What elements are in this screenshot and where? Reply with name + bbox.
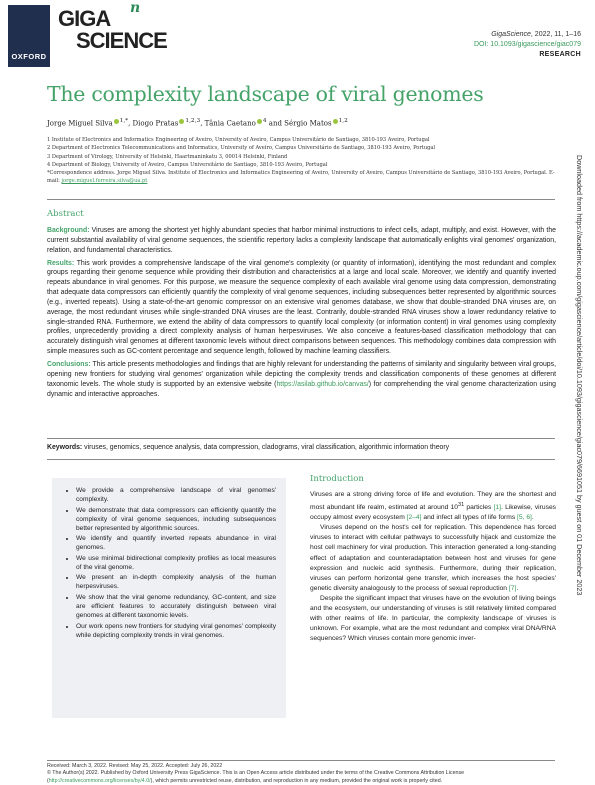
intro-text: .: [516, 584, 519, 592]
author-1-affil: 1,*: [119, 118, 129, 124]
canvas-website-link[interactable]: https://asilab.github.io/canvas/: [276, 380, 369, 388]
intro-text: .: [531, 514, 534, 522]
key-point: • We present an in-depth complexity analysis of the human herpesviruses.: [76, 573, 276, 591]
license-text: © The Author(s) 2022. Published by Oxford University Press GigaScience. This is an Open Access article distributed under the terms of the Creative Commons Attribution License (: [47, 770, 465, 784]
citation-link[interactable]: [5, 6]: [517, 514, 532, 522]
conclusions-label: Conclusions:: [47, 360, 91, 368]
journal-info: [474, 30, 581, 60]
keywords: [47, 444, 556, 451]
intro-text: Viruses depend on the host's cell for replication. This dependence has forced viruses to interact with cellular pathways to successfully hijack and customize the host cell machinery for viral production. This interaction generated a long-standing effect of adaptation and counteradaptation between host and viruses for gene expression and nucleic acid synthesis. Furthermore, during their replication, viruses can perform horizontal gene transfer, which increases the host species' genetic diversity analogously to the process of sexual reproduction: [310, 524, 556, 592]
author-2-affil: 1,2,3: [185, 118, 201, 124]
citation-journal: GigaScience: [491, 31, 531, 38]
affiliation-3: 3 Department of Virology, University of Helsinki, Haartmaninkatu 3, 00014 Helsinki, Finland: [47, 153, 288, 160]
key-point: • Our work opens new frontiers for studying viral genomes' complexity while depicting complexity trends in viral genomes.: [76, 622, 276, 640]
keywords-text: viruses, genomics, sequence analysis, data compression, cladograms, viral classification, algorithmic information theory: [82, 444, 450, 451]
citation-link[interactable]: [2–4]: [406, 514, 422, 522]
abstract-heading: Abstract: [47, 209, 84, 219]
conclusions-text-2: ) for comprehending the viral genome characterization using dynamic and interactive approaches.: [47, 380, 556, 398]
correspondence-email[interactable]: jorge.miguel.ferreira.silva@ua.pt: [61, 178, 148, 185]
author-1: Jorge Miguel Silva: [47, 119, 113, 128]
license-text: ), which permits unrestricted reuse, distribution, and reproduction in any medium, provided the original work is properly cited.: [150, 777, 443, 784]
doi-link[interactable]: DOI: 10.1093/gigascience/giac079: [473, 41, 581, 48]
intro-text: Viruses are a strong driving force of life and evolution. They are the shortest and most abundant life realm, estimated at around 10: [310, 491, 556, 512]
download-watermark: Downloaded from https://academic.oup.com/gigascience/article/doi/10.1093/gigascience/giac079/6691051 by guest on 01 December 2023: [575, 155, 584, 596]
citation-link[interactable]: [7]: [508, 584, 517, 592]
key-point: • We show that the viral genome redundancy, GC-content, and size are efficient features to accurately distinguish between viral genomes at different taxonomic levels.: [76, 593, 276, 620]
intro-paragraph-1: [310, 490, 556, 523]
article-type: RESEARCH: [539, 51, 581, 58]
affiliation-4: 4 Department of Biology, University of Aveiro, Campus Universitário de Santiago, 3810-193 Aveiro, Portugal: [47, 161, 328, 168]
divider: [47, 199, 555, 200]
author-4-affil: 1,2: [338, 118, 348, 124]
intro-superscript: 31: [457, 502, 465, 509]
license: [47, 770, 556, 785]
affiliations: [47, 136, 567, 186]
key-points-list: [62, 486, 276, 640]
orcid-icon[interactable]: [114, 119, 119, 124]
keywords-label: Keywords:: [47, 444, 83, 451]
affiliation-1: 1 Institute of Electronics and Informatics Engineering of Aveiro, University of Aveiro, Campus Universitário de Santiago, 3810-193 Aveiro, Portugal: [47, 137, 430, 143]
intro-text: particles: [464, 504, 494, 512]
background-text: Viruses are among the shortest yet highly abundant species that harbor minimal instructions to infect cells, adapt, multiply, and exist. However, with the current substantial availability of viral genome sequences, the scientific repertory lacks a complexity landscape that automatically enlights viral genomes' organization, relation, and fundamental characteristics.: [47, 227, 556, 254]
introduction-heading: Introduction: [310, 474, 364, 484]
logo-superscript: n: [130, 0, 141, 16]
citation-line: [474, 30, 581, 40]
correspondence: [47, 169, 567, 186]
orcid-icon[interactable]: [179, 119, 184, 124]
orcid-icon[interactable]: [257, 119, 262, 124]
conclusions-text-1: This article presents methodologies and findings that are highly relevant for understanding the patterns of similarity and singularity between viral groups, opening new frontiers for studying viral genomes' organization while depicting the complexity trends and classification components of these genomes at different taxonomic levels. The whole study is supported by an extensive website (: [47, 360, 556, 388]
logo-giga-text: GIGA: [58, 6, 111, 31]
intro-paragraph-3: Despite the significant impact that viruses have on the evolution of living beings and the ecosystem, our understanding of viruses is still relatively limited compared with other realms of life. In particular, the complexity landscape of viruses is unknown. For example, what are the most redundant and complex viral DNA/RNA sequences? Which viruses contain more genomic inver-: [310, 594, 556, 642]
key-point: • We use minimal bidirectional complexity profiles as local measures of the viral genome.: [76, 554, 276, 572]
oxford-logo: [8, 5, 50, 67]
author-2: , Diogo Pratas: [128, 119, 179, 128]
divider: [47, 459, 555, 460]
abstract-results: [47, 259, 556, 357]
author-3: , Tânia Caetano: [200, 119, 256, 128]
key-point: • We provide a comprehensive landscape of viral genomes' complexity.: [76, 486, 276, 504]
key-point: • We identify and quantify inverted repeats abundance in viral genomes.: [76, 534, 276, 552]
abstract-conclusions: [47, 360, 556, 399]
abstract-body: [47, 226, 556, 402]
citation-link[interactable]: [1]: [493, 504, 501, 512]
gigascience-logo: [58, 0, 176, 60]
intro-text: . Likewise, viruses occupy almost every ecosystem: [310, 504, 557, 522]
results-text: This work provides a comprehensive landscape of the viral genome's complexity (or quantity of information), identifying the most redundant and complex groups regarding their genome sequence while providing their distribution and characteristics at a large and local scale. Moreover, we identify and quantify inverted repeats abundance in viral genomes. For this purpose, we measure the sequence complexity of each available viral genome using data compression, demonstrating that adequate data compressors can efficiently quantify the complexity of viral genome sequences, including subsequences better represented by algorithmic sources (e.g., inverted repeats). Using a state-of-the-art genomic compressor on an extensive viral genomes database, we show that double-stranded DNA viruses are, on average, the most redundant viruses while single-stranded DNA viruses are the least. Contrarily, double-stranded RNA viruses show a lower redundancy relative to single-stranded RNA. Furthermore, we extend the ability of data compressors to quantify local complexity (or information content) in viral genomes using complexity profiles, unprecedently providing a direct complexity analysis of human herpesviruses. We also conceive a features-based classification methodology that can accurately distinguish viral genomes at different taxonomic levels without direct comparisons between sequences. This methodology combines data compression with simple measures such as GC-content percentage and sequence length, followed by machine learning classifiers.: [47, 259, 556, 356]
results-label: Results:: [47, 259, 75, 267]
divider: [47, 438, 555, 439]
intro-text: and infect all types of life forms: [421, 514, 518, 522]
intro-paragraph-2: [310, 523, 556, 593]
author-4: and Sérgio Matos: [266, 119, 332, 128]
divider: [47, 760, 555, 761]
logo-science-text: SCIENCE: [76, 28, 167, 53]
publisher-name: OXFORD: [11, 52, 47, 61]
affiliation-2: 2 Department of Electronics Telecommunications and Informatics, University of Aveiro, Campus Universitário de Santiago, 3810-193 Aveiro, Portugal: [47, 145, 436, 152]
abstract-background: [47, 226, 556, 256]
received-dates: Received: March 3, 2022. Revised: May 25, 2022. Accepted: July 26, 2022: [47, 763, 223, 769]
citation-rest: , 2022, 11, 1–16: [530, 31, 581, 38]
license-link[interactable]: http://creativecommons.org/licenses/by/4.0/: [48, 777, 151, 784]
author-3-affil: 4: [262, 118, 267, 124]
background-label: Background:: [47, 227, 90, 234]
introduction-body: [310, 490, 556, 644]
key-points-box: [52, 478, 286, 718]
correspondence-text: *Correspondence address. Jorge Miguel Silva. Institute of Electronics and Informatics Engineering of Aveiro, University of Aveiro, Campus Universitário de Santiago, 3810-193 Aveiro, Portugal. E-mail:: [47, 170, 555, 185]
key-point: • We demonstrate that data compressors can efficiently quantify the complexity of viral genome sequences, including subsequences better represented by algorithmic sources.: [76, 506, 276, 533]
article-title: The complexity landscape of viral genomes: [47, 82, 484, 106]
orcid-icon[interactable]: [333, 119, 338, 124]
author-list: [47, 118, 348, 127]
